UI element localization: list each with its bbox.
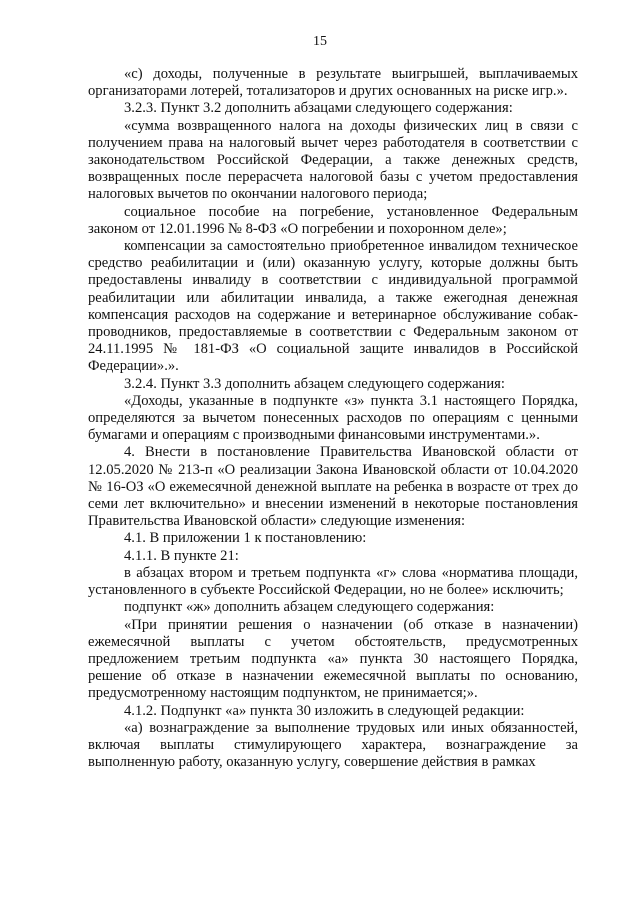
paragraph: 4.1.2. Подпункт «а» пункта 30 изложить в следующей редакции:: [124, 702, 525, 719]
paragraph: подпункт «ж» дополнить абзацем следующего содержания:: [124, 599, 495, 616]
paragraph: 3.2.3. Пункт 3.2 дополнить абзацами следующего содержания:: [124, 100, 513, 117]
paragraph: 4. Внести в постановление Правительства Ивановской области от 12.05.2020 № 213-п «О реализации Закона Ивановской области от 10.04.2020 № 16-ОЗ «О ежемесячной денежной выплате на ребенка в возрасте от трех до семи лет включительно» и внесении изменений в некоторые постановления Правительства Ивановской области» следующие изменения:: [88, 444, 578, 530]
paragraph: компенсации за самостоятельно приобретенное инвалидом техническое средство реабилитации и (или) оказанную услугу, которые должны быть предоставлены инвалиду в соответствии с индивидуальной программой реабилитации или абилитации инвалида, а также ежегодная денежная компенсация расходов на содержание и ветеринарное обслуживание собак-проводников, предоставляемые в соответствии с Федеральным законом от 24.11.1995 № 181-ФЗ «О социальной защите инвалидов в Российской Федерации».».: [88, 238, 578, 375]
paragraph: «При принятии решения о назначении (об отказе в назначении) ежемесячной выплаты с учетом обстоятельств, предусмотренных предложением третьим подпункта «а» пункта 30 настоящего Порядка, решение об отказе в назначении ежемесячной выплаты по основанию, предусмотренному настоящим подпунктом, не принимается;».: [88, 616, 578, 702]
paragraph: 4.1. В приложении 1 к постановлению:: [124, 530, 367, 547]
paragraph: 4.1.1. В пункте 21:: [124, 547, 239, 564]
paragraph: социальное пособие на погребение, установленное Федеральным законом от 12.01.1996 № 8-ФЗ «О погребении и похоронном деле»;: [88, 203, 578, 237]
paragraph: «а) вознаграждение за выполнение трудовых или иных обязанностей, включая выплаты стимулирующего характера, вознаграждение за выполненную работу, оказанную услугу, совершение действия в рамках: [88, 719, 578, 771]
paragraph: «с) доходы, полученные в результате выигрышей, выплачиваемых организаторами лотерей, тотализаторов и других основанных на риске игр.».: [88, 66, 578, 100]
paragraph: «Доходы, указанные в подпункте «з» пункта 3.1 настоящего Порядка, определяются за вычетом понесенных расходов по операциям с ценными бумагами и операциям с производными финансовыми инструментами.».: [88, 392, 578, 444]
paragraph: в абзацах втором и третьем подпункта «г» слова «норматива площади, установленного в субъекте Российской Федерации, но не более» исключить;: [88, 564, 578, 599]
paragraph: «сумма возвращенного налога на доходы физических лиц в связи с получением права на налоговый вычет через работодателя в соответствии с законодательством Российской Федерации, а также денежных средств, возвращенных после перерасчета налоговой базы с учетом предоставления налоговых вычетов по окончании налогового периода;: [88, 117, 578, 203]
page-number: 15: [313, 34, 327, 49]
document-body: [88, 66, 578, 771]
paragraph: 3.2.4. Пункт 3.3 дополнить абзацем следующего содержания:: [124, 375, 505, 392]
